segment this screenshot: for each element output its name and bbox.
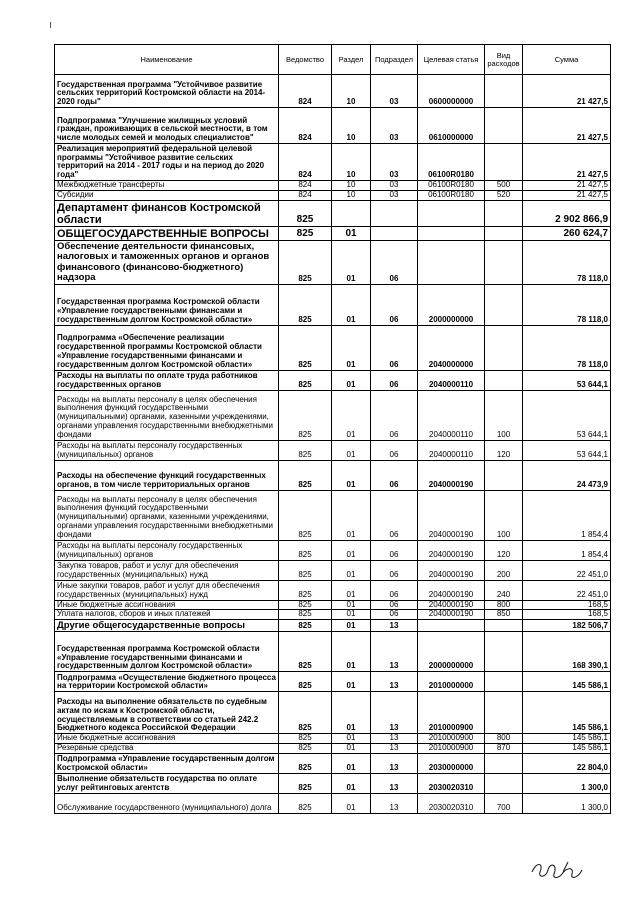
- cell-type: [485, 226, 523, 240]
- cell-dept: 825: [279, 773, 332, 793]
- cell-subsection: 06: [371, 460, 418, 490]
- cell-section: 01: [332, 753, 371, 773]
- cell-dept: 825: [279, 600, 332, 610]
- cell-type: [485, 108, 523, 144]
- table-row: [55, 181, 611, 191]
- cell-section: 10: [332, 144, 371, 181]
- cell-dept: 825: [279, 560, 332, 580]
- cell-subsection: 06: [371, 390, 418, 440]
- cell-name: Резервные средства: [55, 743, 279, 753]
- cell-name: Выполнение обязательств государства по оплате услуг рейтинговых агентств: [55, 773, 279, 793]
- cell-dept: 825: [279, 200, 332, 226]
- table-row: [55, 226, 611, 240]
- cell-subsection: 03: [371, 75, 418, 108]
- cell-dept: 825: [279, 580, 332, 600]
- table-row: [55, 325, 611, 370]
- cell-sum: 1 300,0: [523, 793, 611, 813]
- cell-sum: 53 644,1: [523, 390, 611, 440]
- cell-subsection: 06: [371, 610, 418, 620]
- cell-target: 06100R0180: [418, 181, 485, 191]
- cell-section: 01: [332, 692, 371, 734]
- cell-type: 700: [485, 793, 523, 813]
- cell-subsection: 03: [371, 144, 418, 181]
- cell-target: 2040000110: [418, 440, 485, 460]
- cell-target: 06100R0180: [418, 190, 485, 200]
- cell-target: 2040000110: [418, 370, 485, 390]
- cell-subsection: 13: [371, 734, 418, 744]
- cell-target: 0610000000: [418, 108, 485, 144]
- cell-type: [485, 773, 523, 793]
- cell-target: [418, 240, 485, 284]
- header-sum: Сумма: [523, 45, 611, 75]
- cell-name: Расходы на выплаты по оплате труда работников государственных органов: [55, 370, 279, 390]
- cell-sum: 21 427,5: [523, 75, 611, 108]
- cell-section: 01: [332, 632, 371, 672]
- table-row: [55, 540, 611, 560]
- table-row: [55, 440, 611, 460]
- cell-name: Расходы на выплаты персоналу в целях обеспечения выполнения функций государственными (муниципальными) органами, казенными учреждениями, органами управления государственными внебюджетными фондами: [55, 390, 279, 440]
- cell-sum: 53 644,1: [523, 440, 611, 460]
- table-row: [55, 632, 611, 672]
- cell-type: [485, 460, 523, 490]
- cell-dept: 824: [279, 181, 332, 191]
- cell-subsection: 06: [371, 325, 418, 370]
- cell-type: 240: [485, 580, 523, 600]
- table-row: [55, 600, 611, 610]
- cell-dept: 825: [279, 490, 332, 540]
- cell-subsection: 06: [371, 284, 418, 325]
- cell-type: 120: [485, 540, 523, 560]
- cell-subsection: 03: [371, 190, 418, 200]
- cell-dept: 824: [279, 144, 332, 181]
- cell-dept: 825: [279, 240, 332, 284]
- cell-sum: 168,5: [523, 600, 611, 610]
- table-row: [55, 490, 611, 540]
- cell-type: [485, 692, 523, 734]
- cell-section: 01: [332, 440, 371, 460]
- cell-subsection: 13: [371, 753, 418, 773]
- cell-type: 100: [485, 390, 523, 440]
- cell-subsection: 03: [371, 108, 418, 144]
- cell-type: 800: [485, 734, 523, 744]
- cell-target: 2040000110: [418, 390, 485, 440]
- cell-name: Уплата налогов, сборов и иных платежей: [55, 610, 279, 620]
- cell-subsection: 13: [371, 773, 418, 793]
- cell-target: [418, 200, 485, 226]
- cell-sum: 182 506,7: [523, 620, 611, 632]
- cell-type: [485, 240, 523, 284]
- cell-name: Закупка товаров, работ и услуг для обеспечения государственных (муниципальных) нужд: [55, 560, 279, 580]
- table-row: [55, 240, 611, 284]
- cell-sum: 78 118,0: [523, 325, 611, 370]
- cell-subsection: [371, 200, 418, 226]
- cell-type: [485, 200, 523, 226]
- cell-target: 2040000190: [418, 560, 485, 580]
- cell-section: 01: [332, 734, 371, 744]
- cell-type: 120: [485, 440, 523, 460]
- cell-sum: 21 427,5: [523, 190, 611, 200]
- cell-target: 2030020310: [418, 773, 485, 793]
- cell-target: 2010000900: [418, 692, 485, 734]
- cell-sum: 21 427,5: [523, 144, 611, 181]
- cell-target: 0600000000: [418, 75, 485, 108]
- cell-type: [485, 284, 523, 325]
- cell-sum: 168 390,1: [523, 632, 611, 672]
- cell-section: 01: [332, 743, 371, 753]
- header-dept: Ведомство: [279, 45, 332, 75]
- header-name: Наименование: [55, 45, 279, 75]
- cell-subsection: 06: [371, 370, 418, 390]
- cell-section: 01: [332, 370, 371, 390]
- cell-name: Иные бюджетные ассигнования: [55, 600, 279, 610]
- cell-subsection: 13: [371, 692, 418, 734]
- cell-type: [485, 75, 523, 108]
- cell-name: Межбюджетные трансферты: [55, 181, 279, 191]
- cell-dept: 825: [279, 460, 332, 490]
- cell-dept: 825: [279, 390, 332, 440]
- cell-dept: 825: [279, 226, 332, 240]
- cell-name: Другие общегосударственные вопросы: [55, 620, 279, 632]
- margin-mark: [50, 22, 51, 28]
- cell-section: 10: [332, 75, 371, 108]
- table-row: [55, 460, 611, 490]
- table-row: [55, 620, 611, 632]
- cell-target: 2010000000: [418, 672, 485, 692]
- header-section: Раздел: [332, 45, 371, 75]
- cell-sum: 2 902 866,9: [523, 200, 611, 226]
- cell-subsection: 06: [371, 580, 418, 600]
- table-row: [55, 734, 611, 744]
- cell-type: 520: [485, 190, 523, 200]
- cell-subsection: 06: [371, 440, 418, 460]
- cell-name: Подпрограмма «Управление государственным долгом Костромской области»: [55, 753, 279, 773]
- table-row: [55, 793, 611, 813]
- cell-name: Расходы на обеспечение функций государственных органов, в том числе территориальных органов: [55, 460, 279, 490]
- cell-sum: 21 427,5: [523, 108, 611, 144]
- cell-type: [485, 632, 523, 672]
- cell-dept: 825: [279, 284, 332, 325]
- table-row: [55, 284, 611, 325]
- cell-name: Иные закупки товаров, работ и услуг для обеспечения государственных (муниципальных) нужд: [55, 580, 279, 600]
- cell-sum: 260 624,7: [523, 226, 611, 240]
- cell-subsection: 03: [371, 181, 418, 191]
- cell-sum: 78 118,0: [523, 284, 611, 325]
- cell-target: 2030020310: [418, 793, 485, 813]
- cell-type: [485, 753, 523, 773]
- cell-sum: 145 586,1: [523, 734, 611, 744]
- header-target: Целевая статья: [418, 45, 485, 75]
- cell-name: Реализация мероприятий федеральной целевой программы "Устойчивое развитие сельских территорий на 2014 - 2017 годы и на период до 2020 года": [55, 144, 279, 181]
- cell-section: 01: [332, 560, 371, 580]
- cell-subsection: 13: [371, 793, 418, 813]
- cell-section: 01: [332, 460, 371, 490]
- cell-dept: 825: [279, 610, 332, 620]
- cell-sum: 145 586,1: [523, 672, 611, 692]
- cell-type: [485, 144, 523, 181]
- table-row: [55, 190, 611, 200]
- cell-sum: 21 427,5: [523, 181, 611, 191]
- cell-type: [485, 620, 523, 632]
- table-row: [55, 580, 611, 600]
- cell-subsection: 06: [371, 490, 418, 540]
- cell-name: Подпрограмма «Осуществление бюджетного процесса на территории Костромской области»: [55, 672, 279, 692]
- cell-dept: 824: [279, 75, 332, 108]
- cell-subsection: 13: [371, 632, 418, 672]
- cell-subsection: 06: [371, 540, 418, 560]
- budget-table: [54, 44, 611, 814]
- cell-dept: 825: [279, 540, 332, 560]
- cell-name: Государственная программа "Устойчивое развитие сельских территорий Костромской области на 2014-2020 годы": [55, 75, 279, 108]
- cell-subsection: 13: [371, 620, 418, 632]
- cell-name: Расходы на выполнение обязательств по судебным актам по искам к Костромской области, осуществляемым в соответствии со статьей 242.2 Бюджетного кодекса Российской Федерации: [55, 692, 279, 734]
- cell-dept: 825: [279, 692, 332, 734]
- cell-name: Департамент финансов Костромской области: [55, 200, 279, 226]
- cell-dept: 825: [279, 620, 332, 632]
- table-row: [55, 560, 611, 580]
- cell-name: Расходы на выплаты персоналу государственных (муниципальных) органов: [55, 440, 279, 460]
- cell-section: 01: [332, 325, 371, 370]
- cell-name: Государственная программа Костромской области «Управление государственными финансами и государственным долгом Костромской области»: [55, 284, 279, 325]
- cell-dept: 825: [279, 440, 332, 460]
- header-subsection: Подраздел: [371, 45, 418, 75]
- cell-sum: 1 300,0: [523, 773, 611, 793]
- cell-subsection: 06: [371, 240, 418, 284]
- table-row: [55, 610, 611, 620]
- header-type: Вид расходов: [485, 45, 523, 75]
- cell-dept: 825: [279, 632, 332, 672]
- table-row: [55, 743, 611, 753]
- cell-sum: 168,5: [523, 610, 611, 620]
- cell-sum: 22 451,0: [523, 580, 611, 600]
- cell-target: 2010000900: [418, 734, 485, 744]
- cell-target: 2040000190: [418, 610, 485, 620]
- cell-dept: 825: [279, 793, 332, 813]
- table-row: [55, 390, 611, 440]
- cell-section: 01: [332, 620, 371, 632]
- cell-dept: 825: [279, 672, 332, 692]
- cell-target: 2040000190: [418, 460, 485, 490]
- cell-section: 01: [332, 672, 371, 692]
- cell-section: 01: [332, 390, 371, 440]
- cell-dept: 824: [279, 108, 332, 144]
- cell-sum: 78 118,0: [523, 240, 611, 284]
- table-row: [55, 692, 611, 734]
- cell-name: Расходы на выплаты персоналу государственных (муниципальных) органов: [55, 540, 279, 560]
- cell-target: [418, 620, 485, 632]
- cell-dept: 824: [279, 190, 332, 200]
- cell-target: 2030000000: [418, 753, 485, 773]
- cell-name: ОБЩЕГОСУДАРСТВЕННЫЕ ВОПРОСЫ: [55, 226, 279, 240]
- cell-target: 2040000190: [418, 490, 485, 540]
- cell-dept: 825: [279, 325, 332, 370]
- table-row: [55, 773, 611, 793]
- cell-section: 10: [332, 190, 371, 200]
- table-row: [55, 370, 611, 390]
- cell-type: [485, 672, 523, 692]
- cell-subsection: [371, 226, 418, 240]
- cell-section: 10: [332, 181, 371, 191]
- cell-type: 200: [485, 560, 523, 580]
- table-row: [55, 144, 611, 181]
- cell-target: 06100R0180: [418, 144, 485, 181]
- cell-subsection: 06: [371, 560, 418, 580]
- cell-section: 01: [332, 240, 371, 284]
- cell-target: [418, 226, 485, 240]
- cell-sum: 24 473,9: [523, 460, 611, 490]
- cell-target: 2000000000: [418, 284, 485, 325]
- cell-name: Обслуживание государственного (муниципального) долга: [55, 793, 279, 813]
- cell-type: [485, 370, 523, 390]
- cell-type: 800: [485, 600, 523, 610]
- cell-type: 850: [485, 610, 523, 620]
- cell-type: 870: [485, 743, 523, 753]
- cell-target: 2010000900: [418, 743, 485, 753]
- cell-section: 01: [332, 490, 371, 540]
- cell-target: 2040000190: [418, 600, 485, 610]
- cell-section: 01: [332, 284, 371, 325]
- cell-name: Расходы на выплаты персоналу в целях обеспечения выполнения функций государственными (муниципальными) органами, казенными учреждениями, органами управления государственными внебюджетными фондами: [55, 490, 279, 540]
- cell-dept: 825: [279, 743, 332, 753]
- handwritten-signature: [528, 848, 588, 888]
- cell-name: Иные бюджетные ассигнования: [55, 734, 279, 744]
- cell-target: 2000000000: [418, 632, 485, 672]
- table-row: [55, 108, 611, 144]
- cell-sum: 53 644,1: [523, 370, 611, 390]
- table-row: [55, 672, 611, 692]
- cell-dept: 825: [279, 734, 332, 744]
- table-row: [55, 200, 611, 226]
- cell-name: Подпрограмма "Улучшение жилищных условий граждан, проживающих в сельской местности, в том числе молодых семей и молодых специалистов": [55, 108, 279, 144]
- cell-section: 01: [332, 226, 371, 240]
- cell-subsection: 06: [371, 600, 418, 610]
- table-row: [55, 753, 611, 773]
- cell-section: 10: [332, 108, 371, 144]
- cell-sum: 1 854,4: [523, 540, 611, 560]
- cell-section: 01: [332, 610, 371, 620]
- cell-section: 01: [332, 773, 371, 793]
- cell-sum: 145 586,1: [523, 692, 611, 734]
- cell-dept: 825: [279, 753, 332, 773]
- cell-section: 01: [332, 600, 371, 610]
- cell-section: 01: [332, 540, 371, 560]
- cell-section: [332, 200, 371, 226]
- cell-sum: 22 804,0: [523, 753, 611, 773]
- cell-sum: 145 586,1: [523, 743, 611, 753]
- cell-section: 01: [332, 580, 371, 600]
- table-row: [55, 75, 611, 108]
- table-header-row: [55, 45, 611, 75]
- cell-subsection: 13: [371, 672, 418, 692]
- cell-name: Субсидии: [55, 190, 279, 200]
- cell-target: 2040000190: [418, 580, 485, 600]
- cell-type: 100: [485, 490, 523, 540]
- cell-section: 01: [332, 793, 371, 813]
- cell-target: 2040000000: [418, 325, 485, 370]
- cell-target: 2040000190: [418, 540, 485, 560]
- cell-name: Обеспечение деятельности финансовых, налоговых и таможенных органов и органов финансового (финансово-бюджетного) надзора: [55, 240, 279, 284]
- cell-type: [485, 325, 523, 370]
- cell-type: 500: [485, 181, 523, 191]
- cell-subsection: 13: [371, 743, 418, 753]
- cell-name: Государственная программа Костромской области «Управление государственными финансами и государственным долгом Костромской области»: [55, 632, 279, 672]
- cell-name: Подпрограмма «Обеспечение реализации государственной программы Костромской области «Управление государственными финансами и государственным долгом Костромской области»: [55, 325, 279, 370]
- cell-sum: 1 854,4: [523, 490, 611, 540]
- cell-dept: 825: [279, 370, 332, 390]
- cell-sum: 22 451,0: [523, 560, 611, 580]
